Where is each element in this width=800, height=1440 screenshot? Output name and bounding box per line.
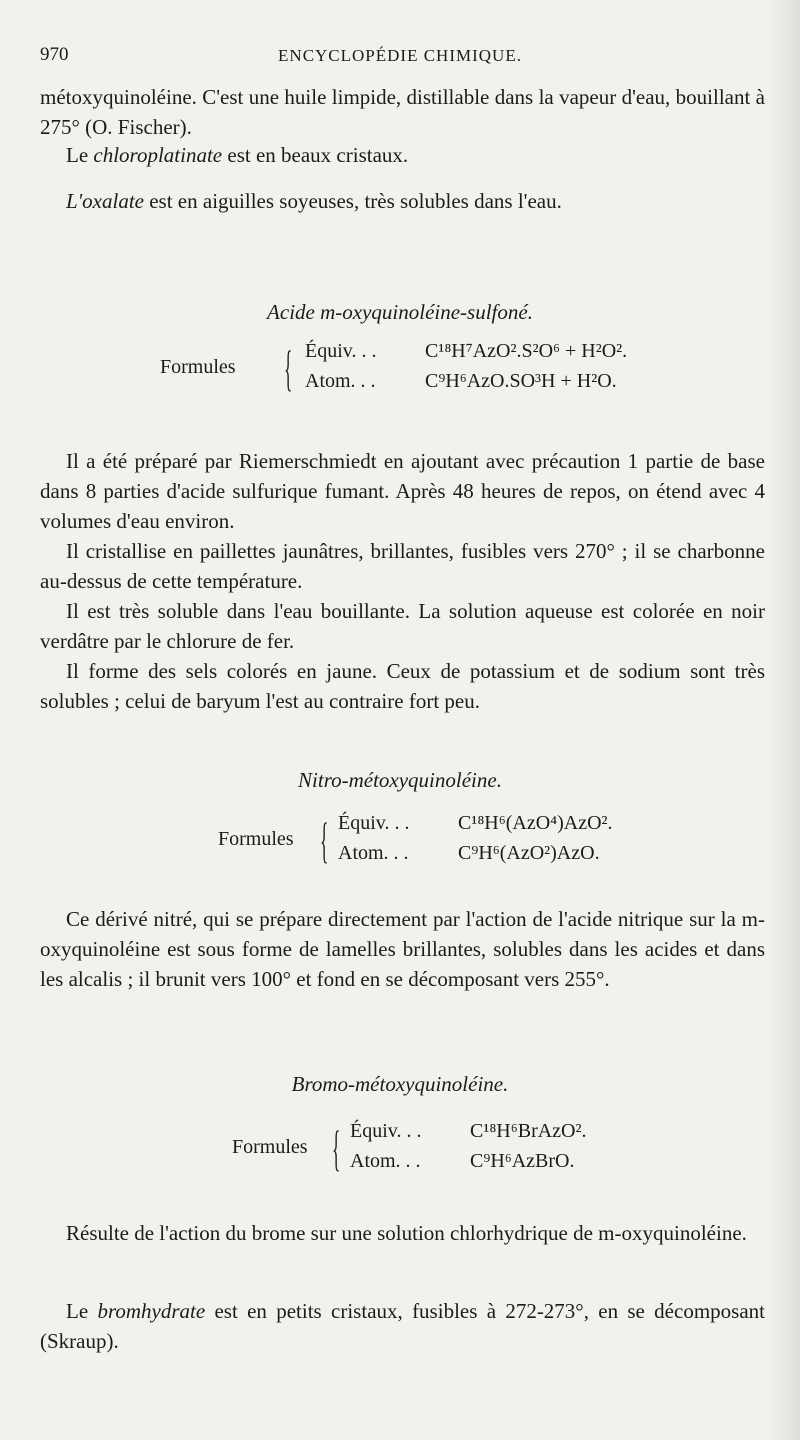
equiv-label: Équiv. . .	[338, 812, 410, 834]
formula-atom-row	[350, 1150, 575, 1173]
paragraph-1: métoxyquinoléine. C'est une huile limpide, distillable dans la vapeur d'eau, bouillant à 275° (O. Fischer).	[40, 85, 765, 139]
formula-atom-row	[338, 842, 600, 865]
brace-icon: {	[284, 340, 293, 396]
formula-block-3	[232, 1120, 672, 1184]
atom-formula: C⁹H⁶AzBrO.	[470, 1150, 575, 1172]
equiv-label: Équiv. . .	[305, 340, 377, 362]
atom-label: Atom. . .	[350, 1150, 421, 1172]
formula-label: Formules	[218, 828, 294, 850]
atom-formula: C⁹H⁶AzO.SO³H + H²O.	[425, 370, 617, 392]
italic-chloroplatinate: chloroplatinate	[93, 143, 223, 167]
paragraph-oxalate: L'oxalate est en aiguilles soyeuses, très solubles dans l'eau.	[66, 189, 562, 213]
paragraph-nitro-description: Ce dérivé nitré, qui se prépare directement par l'action de l'acide nitrique sur la m-oxyquinoléine est sous forme de lamelles brillantes, solubles dans les acides et dans les alcalis ; il brunit vers 100° et fond en se décomposant vers 255°.	[40, 907, 765, 991]
atom-label: Atom. . .	[305, 370, 376, 392]
brace-icon: {	[332, 1120, 341, 1176]
atom-label: Atom. . .	[338, 842, 409, 864]
paragraph-chloroplatinate: Le chloroplatinate est en beaux cristaux.	[66, 143, 409, 167]
heading-bromo: Bromo-métoxyquinoléine.	[291, 1072, 509, 1096]
formula-label: Formules	[232, 1136, 308, 1158]
formula-atom-row	[305, 370, 617, 393]
equiv-formula: C¹⁸H⁶(AzO⁴)AzO².	[458, 812, 613, 834]
formula-equiv-row	[350, 1120, 586, 1143]
formula-block-2	[218, 812, 678, 876]
paragraph-salts: Il forme des sels colorés en jaune. Ceux de potassium et de sodium sont très solubles ; celui de baryum l'est au contraire fort peu.	[40, 659, 765, 713]
italic-bromhydrate: bromhydrate	[97, 1299, 206, 1323]
formula-block-1	[160, 340, 660, 404]
equiv-label: Équiv. . .	[350, 1120, 422, 1142]
page-edge-shadow	[766, 0, 800, 1440]
brace-icon: {	[320, 812, 329, 868]
paragraph-crystallization: Il cristallise en paillettes jaunâtres, brillantes, fusibles vers 270° ; il se charbonne au-dessus de cette température.	[40, 539, 765, 593]
formula-label: Formules	[160, 356, 236, 378]
paragraph-solubility: Il est très soluble dans l'eau bouillante. La solution aqueuse est colorée en noir verdâtre par le chlorure de fer.	[40, 599, 765, 653]
page-header	[40, 44, 760, 70]
paragraph-bromo-origin: Résulte de l'action du brome sur une solution chlorhydrique de m-oxyquinoléine.	[66, 1221, 747, 1245]
formula-equiv-row	[338, 812, 613, 835]
atom-formula: C⁹H⁶(AzO²)AzO.	[458, 842, 600, 864]
equiv-formula: C¹⁸H⁶BrAzO².	[470, 1120, 587, 1142]
paragraph-bromhydrate: Le bromhydrate est en petits cristaux, fusibles à 272-273°, en se décomposant (Skraup).	[40, 1299, 765, 1353]
running-title: ENCYCLOPÉDIE CHIMIQUE.	[278, 46, 522, 65]
page-number: 970	[40, 44, 69, 65]
formula-equiv-row	[305, 340, 627, 363]
equiv-formula: C¹⁸H⁷AzO².S²O⁶ + H²O².	[425, 340, 628, 362]
italic-oxalate: L'oxalate	[66, 189, 144, 213]
paragraph-preparation: Il a été préparé par Riemerschmiedt en ajoutant avec précaution 1 partie de base dans 8 parties d'acide sulfurique fumant. Après 48 heures de repos, on étend avec 4 volumes d'eau environ.	[40, 449, 765, 533]
heading-sulfone: Acide m-oxyquinoléine-sulfoné.	[267, 300, 533, 324]
heading-nitro: Nitro-métoxyquinoléine.	[298, 768, 502, 792]
